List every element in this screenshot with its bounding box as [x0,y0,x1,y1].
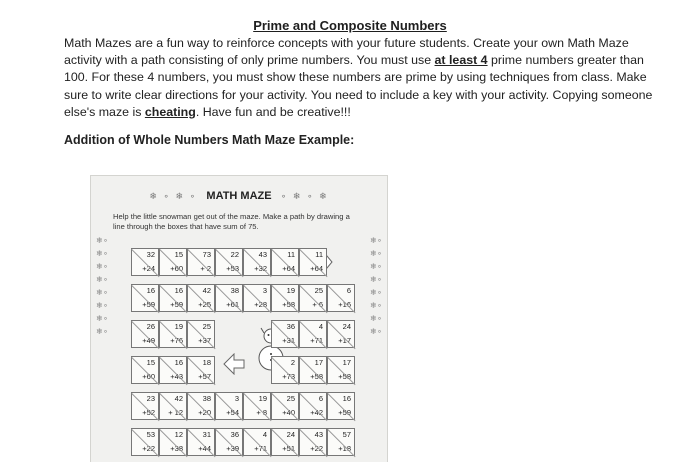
maze-cell[interactable] [187,392,215,420]
maze-cell-addend: + 2 [200,264,211,273]
maze-cell[interactable] [271,320,299,348]
maze-cell-addend: +60 [170,264,183,273]
maze-cell-addend: + 12 [168,408,183,417]
maze-cell-addend: 24 [286,430,295,439]
maze-cell-addend: 16 [342,394,351,403]
paragraph-text-3: . Have fun and be creative!!! [195,104,351,119]
emphasis-at-least-4: at least 4 [434,53,488,68]
maze-cell-addend: +61 [226,300,239,309]
maze-cell[interactable] [243,248,271,276]
maze-cell-addend: 43 [258,250,267,259]
maze-cell-addend: +24 [142,264,155,273]
maze-cell-addend: +73 [282,372,295,381]
maze-cell-addend: 4 [262,430,267,439]
maze-cell-addend: +37 [198,336,211,345]
paragraph-text-1: Math Mazes are a fun way to reinforce concepts with your future students. Create your own Math Maze activity with a path consisting of only prime numbers. You must use [64,36,629,68]
assignment-paragraph [64,35,664,121]
maze-cell-addend: +38 [170,444,183,453]
maze-cell-addend: +71 [254,444,267,453]
maze-cell-addend: +40 [282,408,295,417]
maze-cell-addend: 42 [202,286,211,295]
maze-cell-addend: 15 [174,250,183,259]
maze-cell[interactable] [327,392,355,420]
maze-cell-addend: +44 [198,444,211,453]
maze-cell-addend: 73 [202,250,211,259]
maze-cell-addend: +52 [142,408,155,417]
maze-cell-addend: +20 [198,408,211,417]
maze-cell-addend: 31 [202,430,211,439]
entry-arrow-icon [223,353,245,375]
maze-cell[interactable] [131,284,159,312]
maze-cell-addend: +58 [338,372,351,381]
emphasis-cheating: cheating [144,104,196,119]
maze-cell-addend: +49 [142,336,155,345]
maze-cell-addend: 11 [315,250,323,259]
maze-cell[interactable] [131,248,159,276]
maze-cell[interactable] [299,284,327,312]
maze-cell[interactable] [159,356,187,384]
maze-cell[interactable] [243,392,271,420]
maze-cell-addend: 2 [290,358,295,367]
maze-cell-addend: 57 [342,430,351,439]
maze-cell-addend: +59 [170,300,183,309]
maze-cell-addend: +39 [226,444,239,453]
maze-cell[interactable] [159,248,187,276]
snowflake-decoration-left: ❄ ∘ ❄ ∘ [149,191,198,201]
maze-cell[interactable] [327,320,355,348]
math-maze-worksheet [90,175,388,462]
maze-cell[interactable] [271,428,299,456]
maze-cell[interactable] [299,356,327,384]
maze-cell-addend: +59 [142,300,155,309]
maze-cell-addend: 19 [286,286,295,295]
maze-cell[interactable] [131,392,159,420]
maze-cell[interactable] [159,428,187,456]
worksheet-title: MATH MAZE [206,190,272,202]
maze-cell-addend: 23 [146,394,155,403]
maze-cell-addend: 38 [230,286,239,295]
maze-cell-addend: +54 [226,408,239,417]
snowflake-decoration-right: ∘ ❄ ∘ ❄ [280,191,329,201]
maze-cell-addend: +76 [170,336,183,345]
maze-cell-addend: +60 [142,372,155,381]
maze-cell-addend: +32 [254,264,267,273]
maze-cell-addend: 15 [146,358,155,367]
maze-cell[interactable] [215,284,243,312]
maze-cell-addend: 19 [258,394,267,403]
maze-cell[interactable] [187,428,215,456]
maze-cell-addend: 16 [146,286,155,295]
maze-cell-addend: +43 [170,372,183,381]
maze-cell[interactable] [299,320,327,348]
maze-cell-addend: +64 [310,264,323,273]
maze-cell-addend: 6 [318,394,323,403]
maze-cell-addend: 24 [342,322,351,331]
maze-cell[interactable] [271,392,299,420]
maze-cell-addend: 18 [202,358,211,367]
maze-cell-addend: +42 [310,408,323,417]
worksheet-instructions: Help the little snowman get out of the maze. Make a path by drawing a line through the boxes that have sum of 75. [113,212,350,231]
page-title: Prime and Composite Numbers [253,18,447,33]
maze-cell-addend: +22 [310,444,323,453]
maze-cell-addend: +51 [282,444,295,453]
maze-cell[interactable] [327,284,355,312]
maze-cell-addend: 16 [174,286,183,295]
maze-cell[interactable] [159,392,187,420]
maze-cell[interactable] [187,356,215,384]
maze-cell-addend: 42 [174,394,183,403]
maze-cell-addend: 3 [234,394,239,403]
maze-cell-addend: 36 [230,430,239,439]
maze-cell-addend: +57 [198,372,211,381]
maze-cell-addend: +53 [226,264,239,273]
maze-cell[interactable] [243,284,271,312]
maze-cell-addend: +31 [282,336,295,345]
maze-cell[interactable] [327,356,355,384]
maze-cell[interactable] [271,284,299,312]
maze-cell[interactable] [131,356,159,384]
maze-cell-addend: +18 [338,444,351,453]
maze-cell-addend: 17 [342,358,351,367]
maze-cell[interactable] [187,320,215,348]
maze-cell-addend: +71 [310,336,323,345]
maze-cell[interactable] [159,284,187,312]
maze-cell-addend: 6 [346,286,351,295]
maze-cell[interactable] [215,392,243,420]
maze-cell-addend: 43 [314,430,323,439]
maze-cell-addend: 38 [202,394,211,403]
maze-cell-addend: +64 [282,264,295,273]
maze-cell-addend: 4 [318,322,323,331]
maze-cell-addend: +58 [282,300,295,309]
maze-cell-addend: + 6 [312,300,323,309]
maze-cell[interactable] [327,428,355,456]
snowflake-border-right: ❄∘❄∘❄∘❄∘❄∘❄∘❄∘❄∘ [370,236,382,336]
maze-cell-addend: 25 [314,286,323,295]
maze-cell[interactable] [299,392,327,420]
maze-cell-addend: 3 [262,286,267,295]
maze-cell-addend: 53 [146,430,155,439]
paragraph-text-2: prime numbers greater than 100. For these 4 numbers, you must show these numbers are prime by using techniques from class. Make sure to write clear directions for your activity. You need to include a key with your activity. Copying someone else's maze is [64,53,653,119]
maze-cell[interactable] [299,428,327,456]
worksheet-header [91,190,387,202]
maze-cell[interactable] [187,284,215,312]
maze-cell-addend: 11 [287,250,295,259]
maze-cell[interactable] [243,428,271,456]
maze-cell-addend: 25 [202,322,211,331]
maze-cell-addend: +59 [338,408,351,417]
maze-cell-addend: 22 [230,250,239,259]
maze-cell-addend: +22 [142,444,155,453]
maze-cell-addend: +28 [254,300,267,309]
maze-cell-addend: 12 [174,430,183,439]
maze-cell-addend: +17 [338,336,351,345]
maze-cell-addend: 32 [146,250,155,259]
snowflake-border-left: ❄∘❄∘❄∘❄∘❄∘❄∘❄∘❄∘ [96,236,108,336]
maze-cell[interactable] [271,356,299,384]
maze-cell-addend: 17 [314,358,323,367]
maze-cell-addend: +58 [310,372,323,381]
example-heading: Addition of Whole Numbers Math Maze Example: [64,133,355,147]
maze-cell[interactable] [299,248,327,276]
maze-cell[interactable] [215,248,243,276]
maze-cell-addend: 19 [174,322,183,331]
maze-cell[interactable] [215,428,243,456]
maze-cell-addend: 25 [286,394,295,403]
maze-cell[interactable] [271,248,299,276]
maze-cell[interactable] [131,320,159,348]
maze-cell-addend: +16 [338,300,351,309]
maze-cell-addend: 26 [146,322,155,331]
maze-cell[interactable] [187,248,215,276]
maze-cell-addend: 36 [286,322,295,331]
maze-cell-addend: + 8 [256,408,267,417]
maze-cell[interactable] [159,320,187,348]
maze-cell[interactable] [131,428,159,456]
maze-cell-addend: 16 [174,358,183,367]
maze-cell-addend: +25 [198,300,211,309]
